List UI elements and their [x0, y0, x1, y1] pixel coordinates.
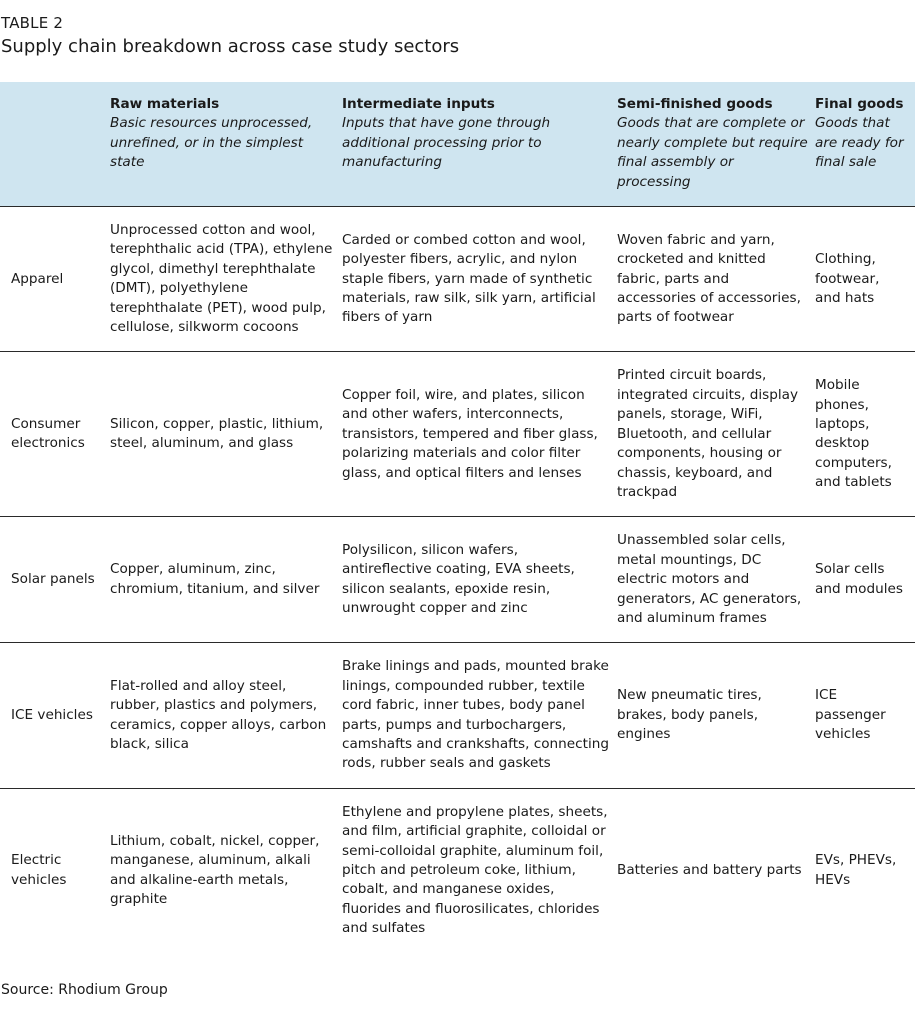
raw-materials-cell: Flat-rolled and alloy steel, rubber, plastics and polymers, ceramics, copper alloys, carbon black, silica [110, 677, 327, 752]
column-name: Raw materials [110, 96, 220, 112]
final-goods-cell: Solar cells and modules [815, 561, 903, 597]
final-goods-cell: Mobile phones, laptops, desktop computers, and tablets [815, 377, 892, 491]
table-number: TABLE 2 [1, 14, 64, 32]
header-cell-raw-materials [110, 82, 342, 207]
header-cell-semi-finished-goods [617, 82, 815, 207]
intermediate-inputs-cell: Brake linings and pads, mounted brake linings, compounded rubber, textile cord fabric, inner tubes, body panel parts, pumps and turbochargers, camshafts and crankshafts, connecting rods, rubber seals and gaskets [342, 658, 609, 772]
semi-finished-goods-cell: Unassembled solar cells, metal mountings, DC electric motors and generators, AC generators, and aluminum frames [617, 532, 802, 626]
table-title: Supply chain breakdown across case study sectors [1, 36, 460, 57]
final-goods-cell: ICE passenger vehicles [815, 687, 886, 743]
raw-materials-cell: Lithium, cobalt, nickel, copper, manganese, aluminum, alkali and alkaline-earth metals, graphite [110, 832, 320, 908]
column-name: Semi-finished goods [617, 96, 773, 112]
sector-cell: Solar panels [11, 571, 95, 588]
column-name: Intermediate inputs [342, 96, 495, 112]
table-row [0, 207, 915, 352]
raw-materials-cell: Unprocessed cotton and wool, terephthalic acid (TPA), ethylene glycol, dimethyl terephthalate (DMT), polyethylene terephthalate (PET), wood pulp, cellulose, silkworm cocoons [110, 222, 333, 336]
table-row [0, 517, 915, 643]
sector-cell: ICE vehicles [11, 706, 93, 723]
sector-cell: Consumer electronics [11, 415, 85, 452]
table-row [0, 788, 915, 952]
intermediate-inputs-cell: Carded or combed cotton and wool, polyester fibers, acrylic, and nylon staple fibers, yarn made of synthetic materials, raw silk, silk yarn, artificial fibers of yarn [342, 231, 596, 326]
sector-cell: Apparel [11, 270, 64, 287]
intermediate-inputs-cell: Polysilicon, silicon wafers, antireflective coating, EVA sheets, silicon sealants, epoxide resin, unwrought copper and zinc [342, 542, 575, 617]
column-name: Final goods [815, 96, 904, 112]
column-description: Inputs that have gone through additional processing prior to manufacturing [342, 115, 551, 171]
source-note: Source: Rhodium Group [1, 982, 168, 998]
header-cell-intermediate-inputs [342, 82, 617, 207]
column-description: Goods that are complete or nearly complete but require final assembly or processing [617, 115, 808, 190]
header-cell-final-goods [815, 82, 915, 207]
sector-cell: Electric vehicles [11, 852, 67, 888]
semi-finished-goods-cell: New pneumatic tires, brakes, body panels, engines [617, 687, 762, 743]
intermediate-inputs-cell: Copper foil, wire, and plates, silicon and other wafers, interconnects, transistors, tempered and fiber glass, polarizing materials and color filter glass, and optical filters and lenses [342, 386, 598, 481]
column-description: Goods that are ready for final sale [815, 115, 904, 171]
header-cell-sector [0, 82, 110, 207]
semi-finished-goods-cell: Batteries and battery parts [617, 862, 802, 878]
supply-chain-table [0, 82, 915, 953]
semi-finished-goods-cell: Printed circuit boards, integrated circuits, display panels, storage, WiFi, Bluetooth, and cellular components, housing or chassis, keyboard, and trackpad [617, 367, 799, 500]
semi-finished-goods-cell: Woven fabric and yarn, crocketed and knitted fabric, parts and accessories of accessories, parts of footwear [617, 231, 801, 326]
intermediate-inputs-cell: Ethylene and propylene plates, sheets, and film, artificial graphite, colloidal or semi-colloidal graphite, aluminum foil, pitch and petroleum coke, lithium, cobalt, and manganese oxides, fluorides and fluorosilicates, chlorides and sulfates [342, 803, 608, 937]
table-row [0, 352, 915, 517]
raw-materials-cell: Silicon, copper, plastic, lithium, steel, aluminum, and glass [110, 415, 324, 452]
column-description: Basic resources unprocessed, unrefined, or in the simplest state [110, 115, 313, 171]
final-goods-cell: EVs, PHEVs, HEVs [815, 852, 897, 888]
table-header-row [0, 82, 915, 207]
table-row [0, 643, 915, 788]
raw-materials-cell: Copper, aluminum, zinc, chromium, titanium, and silver [110, 561, 320, 597]
final-goods-cell: Clothing, footwear, and hats [815, 251, 880, 306]
